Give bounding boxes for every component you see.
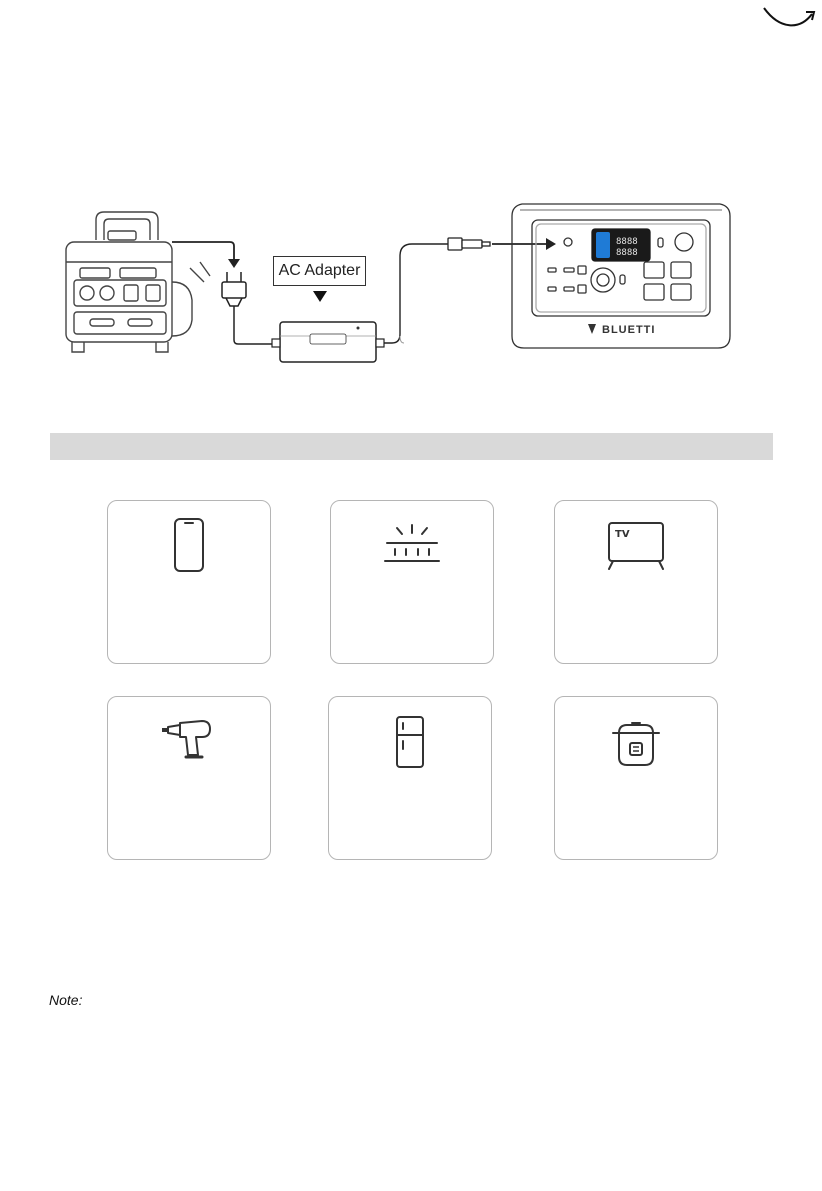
dc-plug-icon bbox=[448, 238, 490, 250]
svg-text:8888: 8888 bbox=[616, 237, 638, 247]
device-card-tv bbox=[554, 500, 718, 664]
generator-illustration bbox=[66, 212, 210, 352]
device-card-lamp bbox=[330, 500, 494, 664]
device-card-smartphone bbox=[107, 500, 271, 664]
svg-text:TV: TV bbox=[615, 529, 630, 540]
note-label: Note: bbox=[49, 992, 83, 1008]
svg-text:BLUETTI: BLUETTI bbox=[602, 324, 656, 336]
section-header-bar bbox=[50, 433, 773, 460]
smartphone-icon bbox=[169, 515, 209, 575]
connection-diagram bbox=[0, 0, 822, 400]
svg-text:8888: 8888 bbox=[616, 248, 638, 258]
drill-icon bbox=[154, 711, 224, 771]
lamp-icon bbox=[377, 515, 447, 575]
ac-adapter-label: AC Adapter bbox=[273, 256, 366, 286]
down-arrow-icon bbox=[313, 291, 327, 302]
device-card-refrigerator bbox=[328, 696, 492, 860]
rice-cooker-icon bbox=[601, 711, 671, 771]
ac-plug-icon bbox=[222, 272, 278, 344]
refrigerator-icon bbox=[390, 711, 430, 771]
tv-icon bbox=[601, 515, 671, 575]
power-station-illustration bbox=[512, 204, 730, 348]
ac-adapter-illustration bbox=[272, 322, 384, 362]
device-card-rice-cooker bbox=[554, 696, 718, 860]
device-card-drill bbox=[107, 696, 271, 860]
